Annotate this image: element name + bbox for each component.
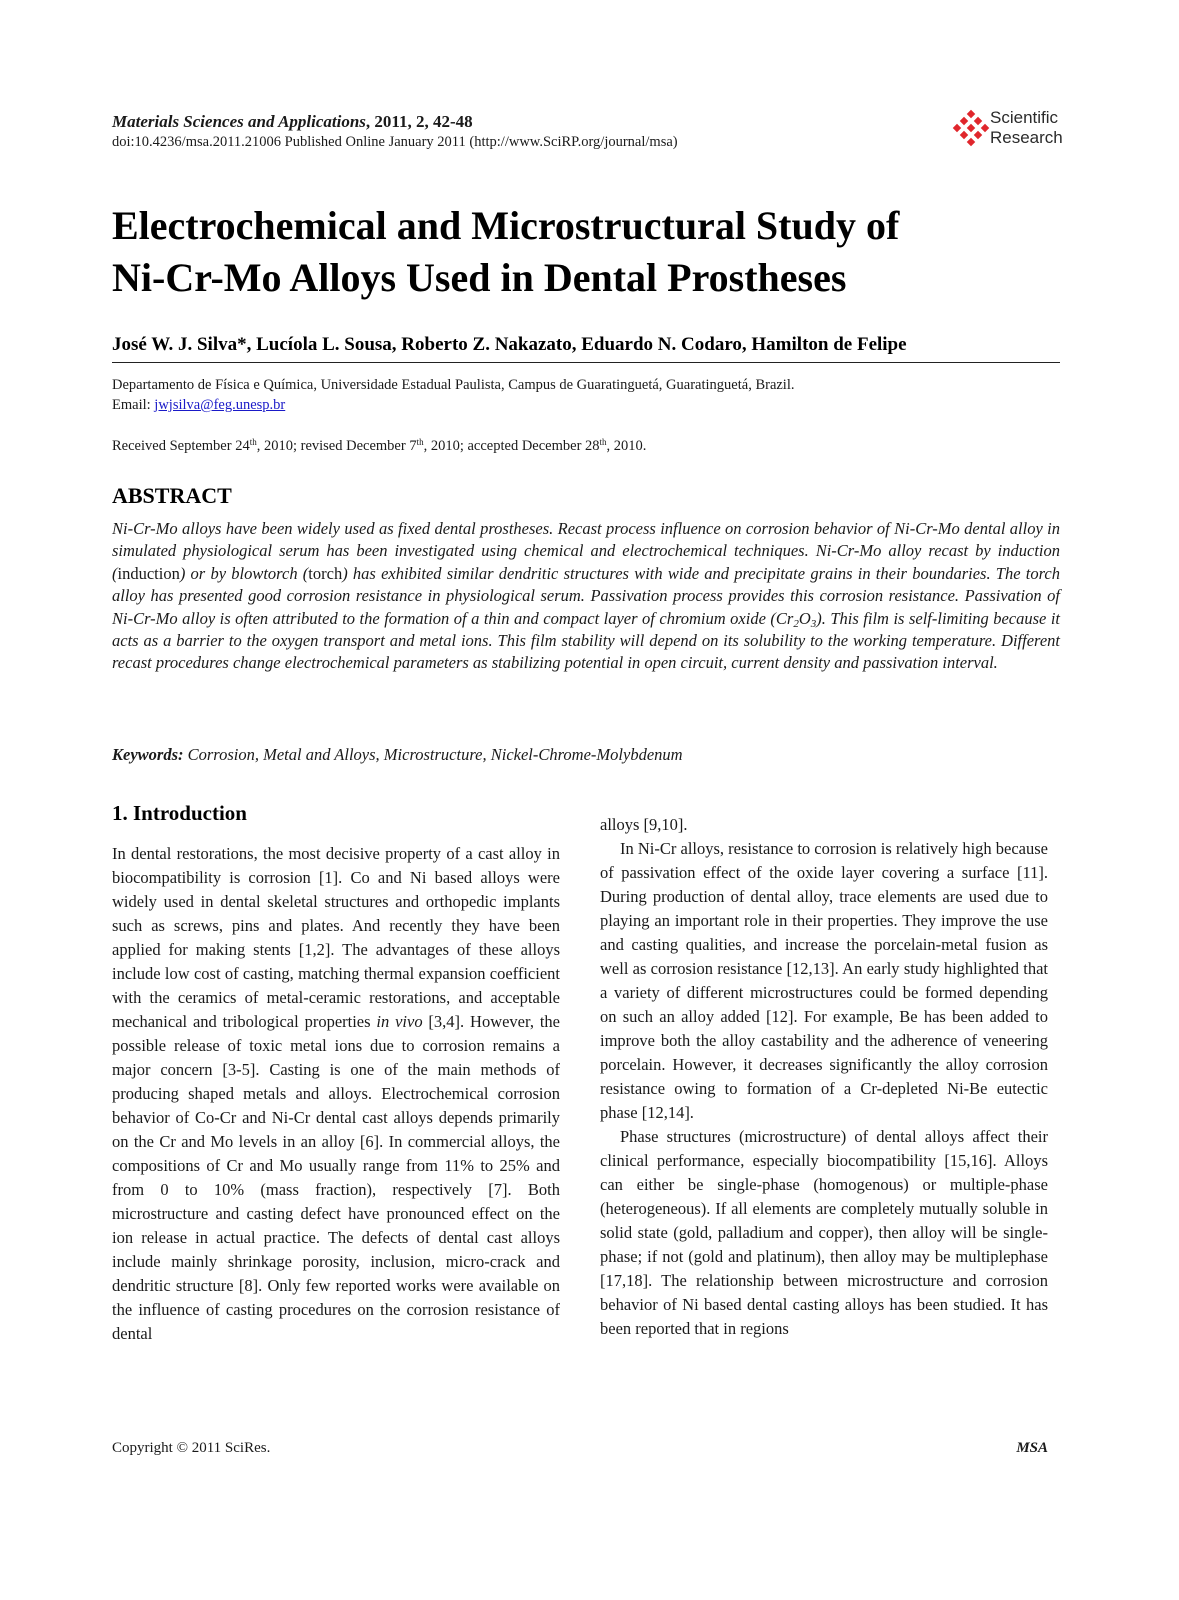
accepted-text: , 2010; accepted December 28 (423, 438, 600, 454)
title-line-2: Ni-Cr-Mo Alloys Used in Dental Prostheses (112, 255, 847, 300)
logo-line-2: Research (990, 128, 1063, 147)
copyright: Copyright © 2011 SciRes. (112, 1440, 271, 1456)
ordinal-suffix: th (249, 437, 257, 447)
email-link[interactable]: jwjsilva@feg.unesp.br (154, 397, 286, 413)
journal-abbrev: MSA (1016, 1440, 1048, 1456)
journal-name: Materials Sciences and Applications (112, 112, 366, 131)
abstract-heading: ABSTRACT (112, 483, 232, 508)
paragraph: In Ni-Cr alloys, resistance to corrosion is relatively high because of passivation effect of the oxide layer covering a surface [11]. During production of dental alloy, trace elements are used due to playing an important role in their properties. They improve the use and casting qualities, and increase the porcelain-metal fusion as well as corrosion resistance [12,13]. An early study highlighted that a variety of different microstructures could be formed depending on such an alloy added [12]. For example, Be has been added to improve both the alloy castability and the adherence of veneering porcelain. However, it decreases significantly the alloy corrosion resistance owing to formation of a Cr-depleted Ni-Be eutectic phase [12,14]. (600, 839, 1048, 1122)
abstract-text: ) has exhibited similar dendritic structures with wide and precipitate grains in their boundaries. The torch alloy has presented good corrosion resistance in physiological serum. Passivation process provides this corrosion resistance. Passivation of Ni-Cr-Mo alloy is often attributed to the formation of a thin and compact layer of chromium oxide ( (112, 563, 1060, 628)
email-label: Email: (112, 397, 155, 413)
abstract-body (112, 518, 1060, 675)
affiliation: Departamento de Física e Química, Universidade Estadual Paulista, Campus de Guaratinguetá, Guaratinguetá, Brazil. (112, 377, 795, 393)
paragraph: Phase structures (microstructure) of dental alloys affect their clinical performance, especially biocompatibility [15,16]. Alloys can either be single-phase (homogenous) or multiple-phase (heterogeneous). If all elements are completely mutually soluble in solid state (gold, palladium and copper), then alloy will be single-phase; if not (gold and platinum), then alloy may be multiplephase [17,18]. The relationship between microstructure and corrosion behavior of Ni based dental casting alloys has been studied. It has been reported that in regions (600, 1127, 1048, 1338)
paragraph (112, 842, 560, 1346)
abstract-text: ). This film is self-limiting because it acts as a barrier to the oxygen transport and metal ions. This film stability will depend on its solubility to the working temperature. Different recast procedures change electrochemical parameters as stabilizing potential in open circuit, current density and passivation interval. (112, 608, 1060, 673)
formula-subscript: 2 (793, 617, 799, 630)
author-divider (112, 362, 1060, 363)
logo-line-1: Scientific (990, 108, 1059, 127)
abstract-term-induction: induction (117, 563, 180, 583)
doi-line: doi:10.4236/msa.2011.21006 Published Online January 2011 (http://www.SciRP.org/journal/msa) (112, 134, 678, 150)
journal-citation (112, 112, 473, 132)
section-heading-introduction: 1. Introduction (112, 801, 247, 825)
formula-o: O (798, 608, 811, 628)
keywords (112, 744, 683, 766)
abstract-text: Ni-Cr-Mo alloys have been widely used as fixed dental prostheses. Recast process influence on corrosion behavior of Ni-Cr-Mo dental alloy in simulated physiological serum has been investigated using chemical and electrochemical techniques. Ni-Cr-Mo alloy recast by induction ( (112, 519, 1060, 583)
author-list: José W. J. Silva*, Lucíola L. Sousa, Roberto Z. Nakazato, Eduardo N. Codaro, Hamilton de Felipe (112, 334, 907, 355)
received-dates (112, 437, 646, 456)
logo-wordmark (990, 108, 1063, 148)
received-end: , 2010. (606, 438, 647, 454)
revised-text: , 2010; revised December 7 (256, 438, 417, 454)
abstract-text: ) or by blowtorch ( (179, 563, 309, 583)
title-line-1: Electrochemical and Microstructural Study of (112, 203, 900, 248)
paragraph-italic: in vivo (376, 1012, 423, 1031)
formula-subscript: 3 (810, 617, 817, 630)
formula-cr: Cr (775, 608, 794, 628)
ordinal-suffix: th (599, 437, 607, 447)
right-column (600, 813, 1048, 1341)
paragraph-text: [3,4]. However, the possible release of toxic metal ions due to corrosion remains a major concern [3-5]. Casting is one of the main methods of producing shaped metals and alloys. Electrochemical corrosion behavior of Co-Cr and Ni-Cr dental cast alloys depends primarily on the Cr and Mo levels in an alloy [6]. In commercial alloys, the compositions of Cr and Mo usually range from 11% to 25% and from 0 to 10% (mass fraction), respectively [7]. Both microstructure and casting defect have pronounced effect on the ion release in actual practice. The defects of dental cast alloys include mainly shrinkage porosity, inclusion, micro-crack and dendritic structure [8]. Only few reported works were available on the influence of casting procedures on the corrosion resistance of dental (112, 1012, 560, 1343)
ordinal-suffix: th (416, 437, 424, 447)
abstract-term-torch: torch (308, 563, 343, 583)
journal-volume: , 2011, 2, 42-48 (365, 112, 473, 131)
keywords-label: Keywords: (112, 745, 184, 764)
left-column (112, 842, 560, 1346)
paragraph-text: In dental restorations, the most decisive property of a cast alloy in biocompatibility is corrosion [1]. Co and Ni based alloys were widely used in dental skeletal structures and orthopedic implants such as screws, pins and plates. And recently they have been applied for making stents [1,2]. The advantages of these alloys include low cost of casting, matching thermal expansion coefficient with the ceramics of metal-ceramic restorations, and acceptable mechanical and tribological properties (112, 844, 560, 1031)
paper-title (112, 200, 1072, 304)
keywords-text: Corrosion, Metal and Alloys, Microstructure, Nickel-Chrome-Molybdenum (183, 745, 683, 764)
email-line (112, 396, 285, 415)
paragraph: alloys [9,10]. (600, 815, 688, 834)
received-text: Received September 24 (112, 438, 250, 454)
